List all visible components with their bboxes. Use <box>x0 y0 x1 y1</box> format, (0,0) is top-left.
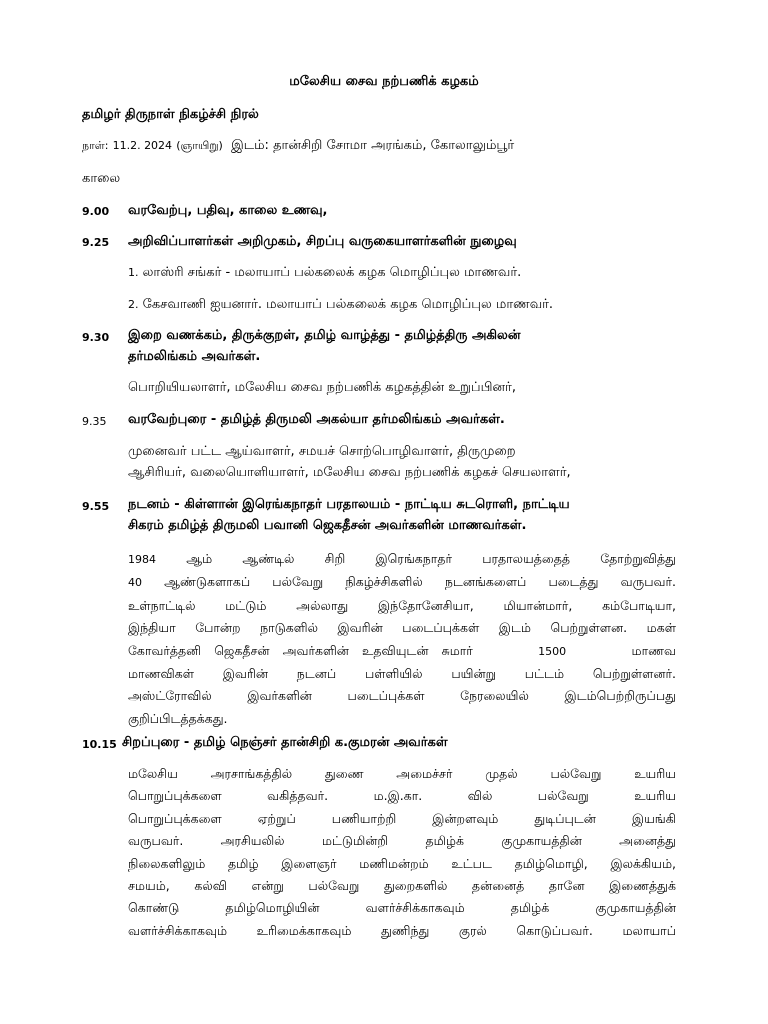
document-title: மலேசிய சைவ நற்பணிக் கழகம் <box>289 74 479 89</box>
date-venue-line <box>82 138 514 154</box>
item-heading: அறிவிப்பாளர்கள் அறிமுகம், சிறப்பு வருகையாளர்களின் நுழைவு <box>128 234 517 249</box>
paragraph-line: வருபவர். அரசியலில் மட்டுமின்றி தமிழ்க் குமுகாயத்தின் அனைத்து <box>128 833 676 849</box>
session-label: காலை <box>82 171 121 186</box>
paragraph-line: குறிப்பிடத்தக்கது. <box>128 710 228 726</box>
item-time: 9.30 <box>82 331 110 344</box>
item-description-line: ஆசிரியர், வலையொளியாளர், மலேசிய சைவ நற்பணிக் கழகச் செயலாளர், <box>128 465 571 480</box>
paragraph-line: 1984 ஆம் ஆண்டில் சிறி இரெங்கநாதர் பரதாலயத்தைத் தோற்றுவித்து <box>128 551 676 566</box>
paragraph-line: மாணவிகள் இவரின் நடனப் பள்ளியில் பயின்று பட்டம் பெற்றுள்ளனர். <box>128 666 676 682</box>
item-heading-line: தர்மலிங்கம் அவர்கள். <box>128 349 261 364</box>
item-heading: வரவேற்புரை - தமிழ்த் திருமலி அகல்யா தர்மலிங்கம் அவர்கள். <box>128 412 505 427</box>
item-description-line: முனைவர் பட்ட ஆய்வாளர், சமயச் சொற்பொழிவாளர், திருமுறை <box>128 444 516 459</box>
item-heading-line: நடனம் - கிள்ளான் இரெங்கநாதர் பரதாலயம் - நாட்டிய சுடரொளி, நாட்டிய <box>128 497 570 512</box>
paragraph-line: பொறுப்புக்களை ஏற்றுப் பணியாற்றி இன்றளவும் துடிப்புடன் இயங்கி <box>128 810 676 826</box>
item-heading: சிறப்புரை - தமிழ் நெஞ்சர் தான்சிறி க.குமரன் அவர்கள் <box>122 735 448 750</box>
item-heading: வரவேற்பு, பதிவு, காலை உணவு, <box>128 203 328 218</box>
list-number: 1. <box>128 266 139 279</box>
list-number: 2. <box>128 298 139 311</box>
list-text: கேசவாணி ஐயனார். மலாயாப் பல்கலைக் கழக மொழிப்புல மாணவர். <box>142 297 554 312</box>
years-count: 40 <box>128 576 142 590</box>
item-time: 9.35 <box>82 415 107 428</box>
venue-value: தான்சிறி சோமா அரங்கம், கோலாலும்பூர் <box>273 138 515 153</box>
paragraph-line: சமயம், கல்வி என்று பல்வேறு துறைகளில் தன்னைத் தானே இணைத்துக் <box>128 878 676 894</box>
paragraph-line: இந்தியா போன்ற நாடுகளில் இவரின் படைப்புக்கள் இடம் பெற்றுள்ளன. மகள் <box>128 620 676 636</box>
paragraph-line: கோவர்த்தனி ஜெகதீசன் அவர்களின் உதவியுடன் சுமார் 1500 மாணவ <box>128 642 676 658</box>
item-description: பொறியியலாளர், மலேசிய சைவ நற்பணிக் கழகத்தின் உறுப்பினர், <box>128 380 516 395</box>
item-time: 10.15 <box>82 738 117 751</box>
document-subtitle: தமிழர் திருநாள் நிகழ்ச்சி நிரல் <box>82 107 259 122</box>
year-number: 1984 <box>128 553 156 566</box>
date-value: 11.2. 2024 <box>112 139 173 152</box>
item-time: 9.55 <box>82 500 110 513</box>
day-name: (ஞாயிறு) <box>176 139 223 152</box>
list-item <box>128 265 521 281</box>
students-count: 1500 <box>538 644 567 658</box>
list-item <box>128 297 553 313</box>
item-heading-line: சிகரம் தமிழ்த் திருமலி பவானி ஜெகதீசன் அவர்களின் மாணவர்கள். <box>128 518 527 533</box>
item-time: 9.25 <box>82 236 110 249</box>
paragraph-line: அஸ்ட்ரோவில் இவர்களின் படைப்புக்கள் நேரலையில் இடம்பெற்றிருப்பது <box>128 688 676 704</box>
item-heading-line: இறை வணக்கம், திருக்குறள், தமிழ் வாழ்த்து - தமிழ்த்திரு அகிலன் <box>128 328 521 343</box>
paragraph-line: கொண்டு தமிழ்மொழியின் வளர்ச்சிக்காகவும் தமிழ்க் குமுகாயத்தின் <box>128 900 676 916</box>
paragraph-line: 40 ஆண்டுகளாகப் பல்வேறு நிகழ்ச்சிகளில் நடனங்களைப் படைத்து வருபவர். <box>128 574 676 590</box>
paragraph-line: மலேசிய அரசாங்கத்தில் துணை அமைச்சர் முதல் பல்வேறு உயரிய <box>128 766 676 781</box>
paragraph-line: வளர்ச்சிக்காகவும் உரிமைக்காகவும் துணிந்து குரல் கொடுப்பவர். மலாயாப் <box>128 922 676 938</box>
item-paragraph <box>128 763 676 942</box>
paragraph-line: உள்நாட்டில் மட்டும் அல்லாது இந்தோனேசியா, மியான்மார், கம்போடியா, <box>128 597 676 613</box>
venue-label: இடம்: <box>231 138 269 153</box>
list-text: லாஸ்ரி சங்கர் - மலாயாப் பல்கலைக் கழக மொழிப்புல மாணவர். <box>142 265 522 280</box>
paragraph-line: பொறுப்புக்களை வகித்தவர். ம.இ.கா. வில் பல்வேறு உயரிய <box>128 788 676 804</box>
item-paragraph <box>128 548 676 730</box>
date-label: நாள்: <box>82 139 109 152</box>
paragraph-line: நிலைகளிலும் தமிழ் இளைஞர் மணிமன்றம் உட்பட தமிழ்மொழி, இலக்கியம், <box>128 855 676 871</box>
item-time: 9.00 <box>82 205 110 218</box>
